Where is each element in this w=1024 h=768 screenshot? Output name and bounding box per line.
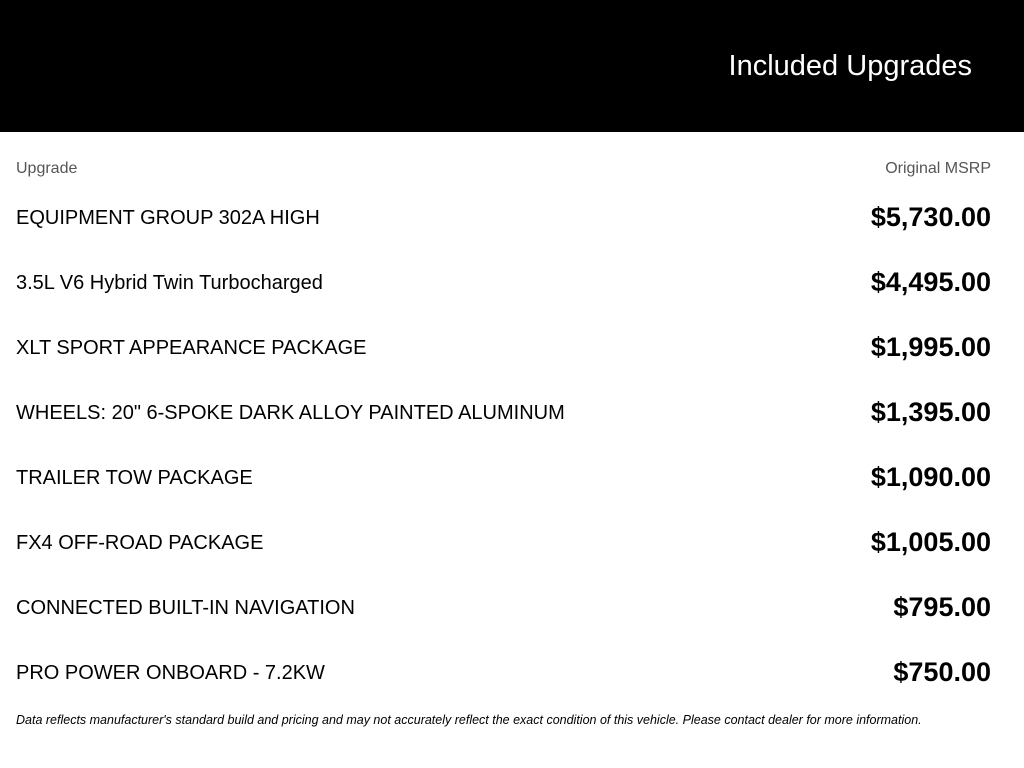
upgrade-name: EQUIPMENT GROUP 302A HIGH	[16, 207, 320, 229]
list-item	[16, 458, 991, 523]
upgrade-price: $1,995.00	[870, 332, 991, 362]
list-item	[16, 263, 991, 328]
upgrade-price: $1,395.00	[870, 397, 991, 427]
upgrade-price: $4,495.00	[870, 267, 991, 297]
upgrade-name: WHEELS: 20" 6-SPOKE DARK ALLOY PAINTED ALUMINUM	[16, 402, 565, 424]
column-headers	[16, 160, 991, 180]
upgrade-price: $5,730.00	[870, 202, 991, 232]
upgrade-name: 3.5L V6 Hybrid Twin Turbocharged	[16, 272, 323, 294]
upgrade-name: XLT SPORT APPEARANCE PACKAGE	[16, 337, 367, 359]
list-item	[16, 588, 991, 653]
upgrade-name: CONNECTED BUILT-IN NAVIGATION	[16, 597, 355, 619]
upgrade-price: $1,090.00	[870, 462, 991, 492]
column-header-upgrade: Upgrade	[16, 160, 78, 177]
list-item	[16, 198, 991, 263]
upgrade-price: $1,005.00	[870, 527, 991, 557]
upgrade-price: $795.00	[893, 592, 991, 622]
list-item	[16, 523, 991, 588]
list-item	[16, 393, 991, 458]
page-title: Included Upgrades	[728, 50, 972, 82]
upgrade-name: FX4 OFF-ROAD PACKAGE	[16, 532, 264, 554]
header-banner	[0, 0, 1024, 132]
list-item	[16, 653, 991, 718]
disclaimer-text: Data reflects manufacturer's standard build and pricing and may not accurately reflect the exact condition of this vehicle. Please contact dealer for more information.	[16, 713, 922, 727]
upgrade-name: PRO POWER ONBOARD - 7.2KW	[16, 662, 325, 684]
upgrades-list	[16, 198, 991, 718]
upgrade-price: $750.00	[893, 657, 991, 687]
column-header-msrp: Original MSRP	[885, 160, 991, 177]
upgrade-name: TRAILER TOW PACKAGE	[16, 467, 253, 489]
list-item	[16, 328, 991, 393]
